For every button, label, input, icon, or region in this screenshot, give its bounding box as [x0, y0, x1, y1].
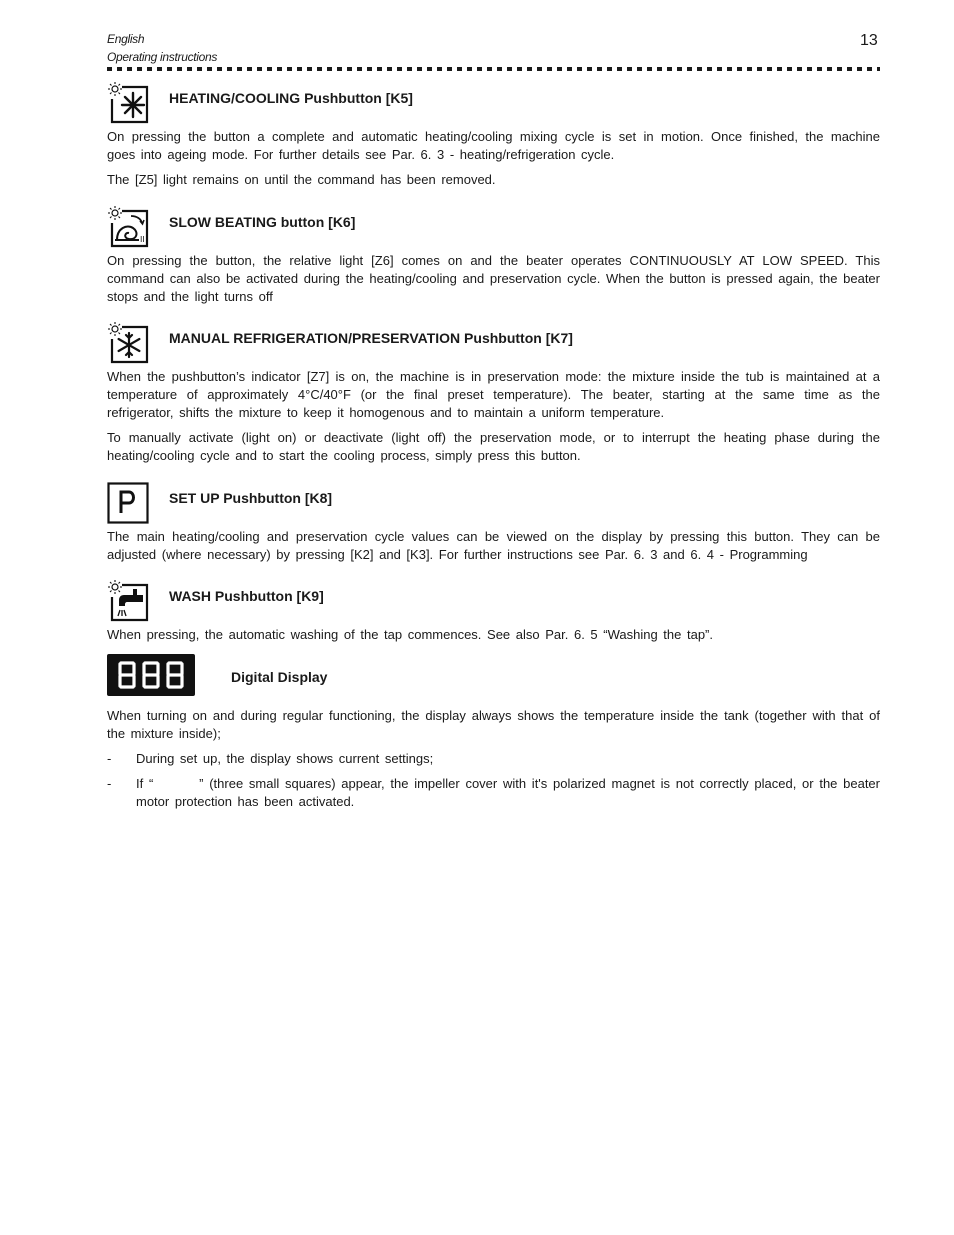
list-item — [107, 775, 886, 811]
section-title: SET UP Pushbutton [K8] — [169, 490, 333, 506]
paragraph: On pressing the button a complete and automatic heating/cooling mixing cycle is set in motion. Once finished, the machine goes into ageing mode. For further details see Par. 6. 3 - heating/refrigeration cycle. — [107, 129, 880, 162]
slow-beating-icon — [107, 206, 149, 248]
section-title: MANUAL REFRIGERATION/PRESERVATION Pushbutton [K7] — [169, 330, 573, 346]
svg-text:II: II — [140, 235, 145, 244]
paragraph: When turning on and during regular functioning, the display always shows the temperature inside the tank (together with that of the mixture inside); — [107, 708, 880, 741]
wash-tap-icon — [107, 580, 149, 622]
paragraph: When pressing, the automatic washing of the tap commences. See also Par. 6. 5 “Washing the tap”. — [107, 627, 713, 642]
section-slow-beating — [107, 206, 880, 313]
page-number: 13 — [860, 32, 878, 49]
section-title: HEATING/COOLING Pushbutton [K5] — [169, 90, 413, 106]
section-title: SLOW BEATING button [K6] — [169, 214, 356, 230]
section-refrigeration — [107, 322, 880, 472]
paragraph: The main heating/cooling and preservation cycle values can be viewed on the display by pressing this button. They can be adjusted (where necessary) by pressing [K2] and [K3]. For further instructions see Par. 6. 3 and 6. 4 - Programming — [107, 529, 880, 562]
bullet-marker: - — [107, 776, 112, 791]
refrigeration-snowflake-icon — [107, 322, 149, 364]
header-language: English — [107, 32, 145, 46]
header-dashed-rule — [107, 67, 880, 71]
bullet-marker: - — [107, 751, 112, 766]
section-setup — [107, 482, 880, 571]
paragraph: On pressing the button, the relative light [Z6] comes on and the beater operates CONTINUOUSLY AT LOW SPEED. This command can also be activated during the heating/cooling and preservation cycle. When the button is pressed again, the beater stops and the light turns off — [107, 253, 880, 304]
header-doc-type: Operating instructions — [107, 50, 218, 64]
setup-p-icon — [107, 482, 149, 524]
section-title: WASH Pushbutton [K9] — [169, 588, 324, 604]
list-item-text: During set up, the display shows current settings; — [136, 751, 434, 766]
list-item-text: If “ ” (three small squares) appear, the impeller cover with it's polarized magnet is not correctly placed, or the beater motor protection has been activated. — [136, 776, 886, 809]
section-title: Digital Display — [231, 669, 328, 685]
paragraph: To manually activate (light on) or deactivate (light off) the preservation mode, or to interrupt the heating phase during the heating/cooling cycle and to start the cooling process, simply press this button. — [107, 430, 880, 463]
section-wash — [107, 580, 880, 651]
section-heating-cooling — [107, 82, 880, 196]
section-digital-display — [107, 654, 886, 818]
list-item — [107, 750, 880, 768]
digital-display-888-icon — [107, 654, 195, 696]
paragraph: When the pushbutton’s indicator [Z7] is on, the machine is in preservation mode: the mixture inside the tub is maintained at a temperature of approximately 4°C/40°F (or the final preset temperature). The beater, starting at the same time as the refrigerator, shifts the mixture to keep it homogenous and to maintain a uniform temperature. — [107, 369, 880, 420]
heating-cooling-icon — [107, 82, 149, 124]
paragraph: The [Z5] light remains on until the command has been removed. — [107, 172, 496, 187]
